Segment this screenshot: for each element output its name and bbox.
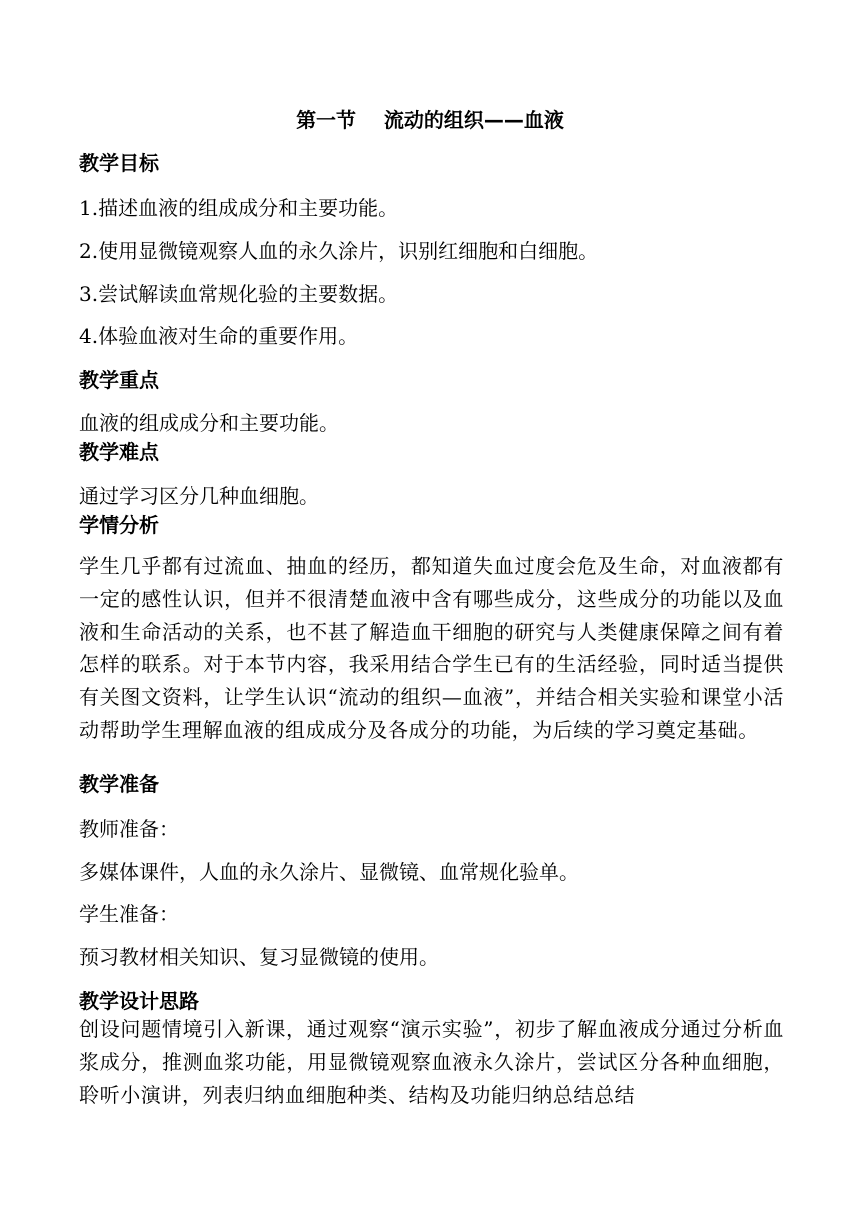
difficulties-heading: 教学难点 (79, 440, 159, 464)
objective-item: 3.尝试解读血常规化验的主要数据。 (79, 282, 399, 306)
design-heading: 教学设计思路 (79, 989, 199, 1013)
student-preparation-text: 预习教材相关知识、复习显微镜的使用。 (79, 945, 439, 969)
difficulties-text: 通过学习区分几种血细胞。 (79, 484, 319, 508)
key-points-heading: 教学重点 (79, 368, 159, 392)
objective-item: 4.体验血液对生命的重要作用。 (79, 324, 359, 348)
teacher-preparation-text: 多媒体课件，人血的永久涂片、显微镜、血常规化验单。 (79, 860, 579, 884)
page-title: 第一节 流动的组织——血液 (296, 108, 564, 132)
objective-item: 2.使用显微镜观察人血的永久涂片，识别红细胞和白细胞。 (79, 239, 599, 263)
objective-item: 1.描述血液的组成成分和主要功能。 (79, 196, 399, 220)
objectives-heading: 教学目标 (79, 151, 159, 175)
analysis-paragraph: 学生几乎都有过流血、抽血的经历，都知道失血过度会危及生命，对血液都有一定的感性认识，但并不很清楚血液中含有哪些成分，这些成分的功能以及血液和生命活动的关系，也不甚了解造血干细胞的研究与人类健康保障之间有着怎样的联系。对于本节内容，我采用结合学生已有的生活经验，同时适当提供有关图文资料，让学生认识“流动的组织—血液”，并结合相关实验和课堂小活动帮助学生理解血液的组成成分及各成分的功能，为后续的学习奠定基础。 (79, 554, 784, 742)
analysis-heading: 学情分析 (79, 513, 159, 537)
key-points-text: 血液的组成成分和主要功能。 (79, 411, 339, 435)
teacher-preparation-label: 教师准备： (79, 817, 179, 841)
design-paragraph: 创设问题情境引入新课，通过观察“演示实验”，初步了解血液成分通过分析血浆成分，推测血浆功能，用显微镜观察血液永久涂片，尝试区分各种血细胞，聆听小演讲，列表归纳血细胞种类、结构及功能归纳总结总结 (79, 1017, 784, 1107)
preparation-heading: 教学准备 (79, 772, 159, 796)
student-preparation-label: 学生准备： (79, 902, 179, 926)
